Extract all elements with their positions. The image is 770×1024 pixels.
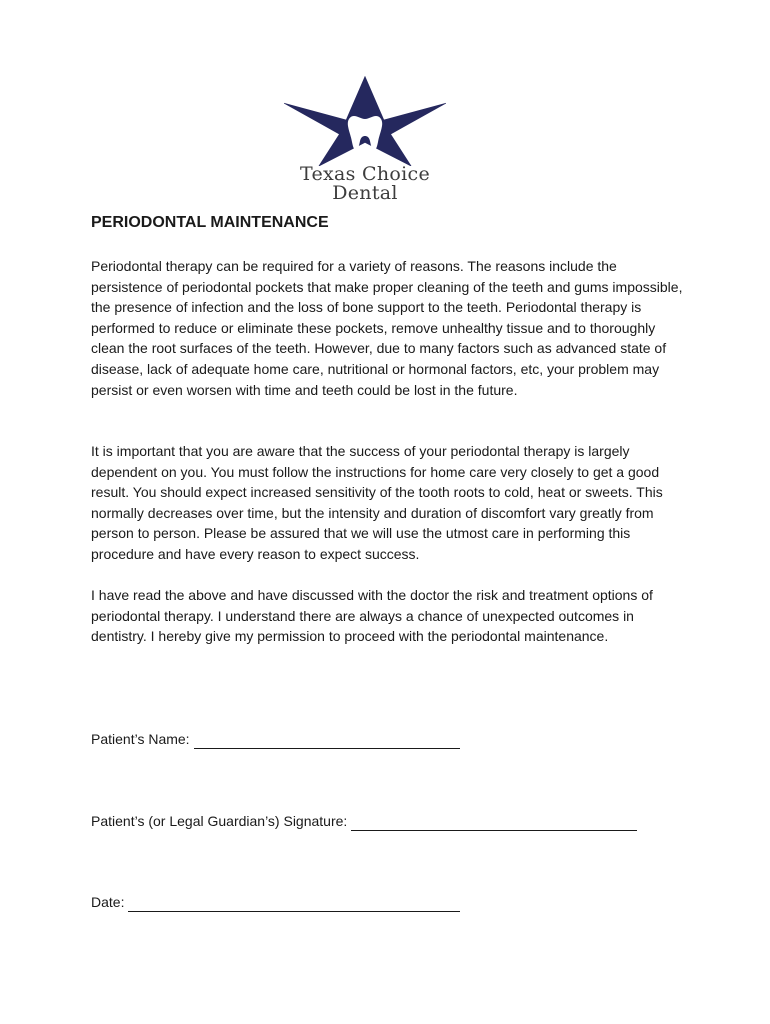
- signature-field: [91, 811, 637, 831]
- date-blank[interactable]: [128, 897, 460, 912]
- date-label: Date:: [91, 894, 125, 910]
- logo-text-line1: Texas Choice: [299, 163, 431, 185]
- logo-text-line2: Dental: [332, 182, 398, 204]
- paragraph-patient-responsibility: It is important that you are aware that the success of your periodontal therapy is largely dependent on you. You must follow the instructions for home care very closely to get a good result. You should expect increased sensitivity of the tooth roots to cold, heat or sweets. This normally decreases over time, but the intensity and duration of discomfort vary greatly from person to person. Please be assured that we will use the utmost care in performing this procedure and have every reason to expect success.: [91, 443, 663, 562]
- star-tooth-logo-icon: [284, 76, 446, 166]
- signature-label: Patient’s (or Legal Guardian’s) Signature:: [91, 813, 348, 829]
- patient-name-label: Patient’s Name:: [91, 731, 190, 747]
- signature-blank[interactable]: [351, 816, 637, 831]
- practice-logo: [284, 76, 446, 206]
- paragraph-therapy-reasons: Periodontal therapy can be required for a variety of reasons. The reasons include the persistence of periodontal pockets that make proper cleaning of the teeth and gums impossible, the presence of infection and the loss of bone support to the teeth. Periodontal therapy is performed to reduce or eliminate these pockets, remove unhealthy tissue and to thoroughly clean the root surfaces of the teeth. However, due to many factors such as advanced state of disease, lack of adequate home care, nutritional or hormonal factors, etc, your problem may persist or even worsen with time and teeth could be lost in the future.: [91, 258, 683, 398]
- patient-name-blank[interactable]: [194, 734, 460, 749]
- document-title: PERIODONTAL MAINTENANCE: [91, 214, 329, 231]
- patient-name-field: [91, 729, 460, 749]
- date-field: [91, 892, 460, 912]
- paragraph-consent-statement: I have read the above and have discussed with the doctor the risk and treatment options of periodontal therapy. I understand there are always a chance of unexpected outcomes in dentistry. I hereby give my permission to proceed with the periodontal maintenance.: [91, 587, 653, 645]
